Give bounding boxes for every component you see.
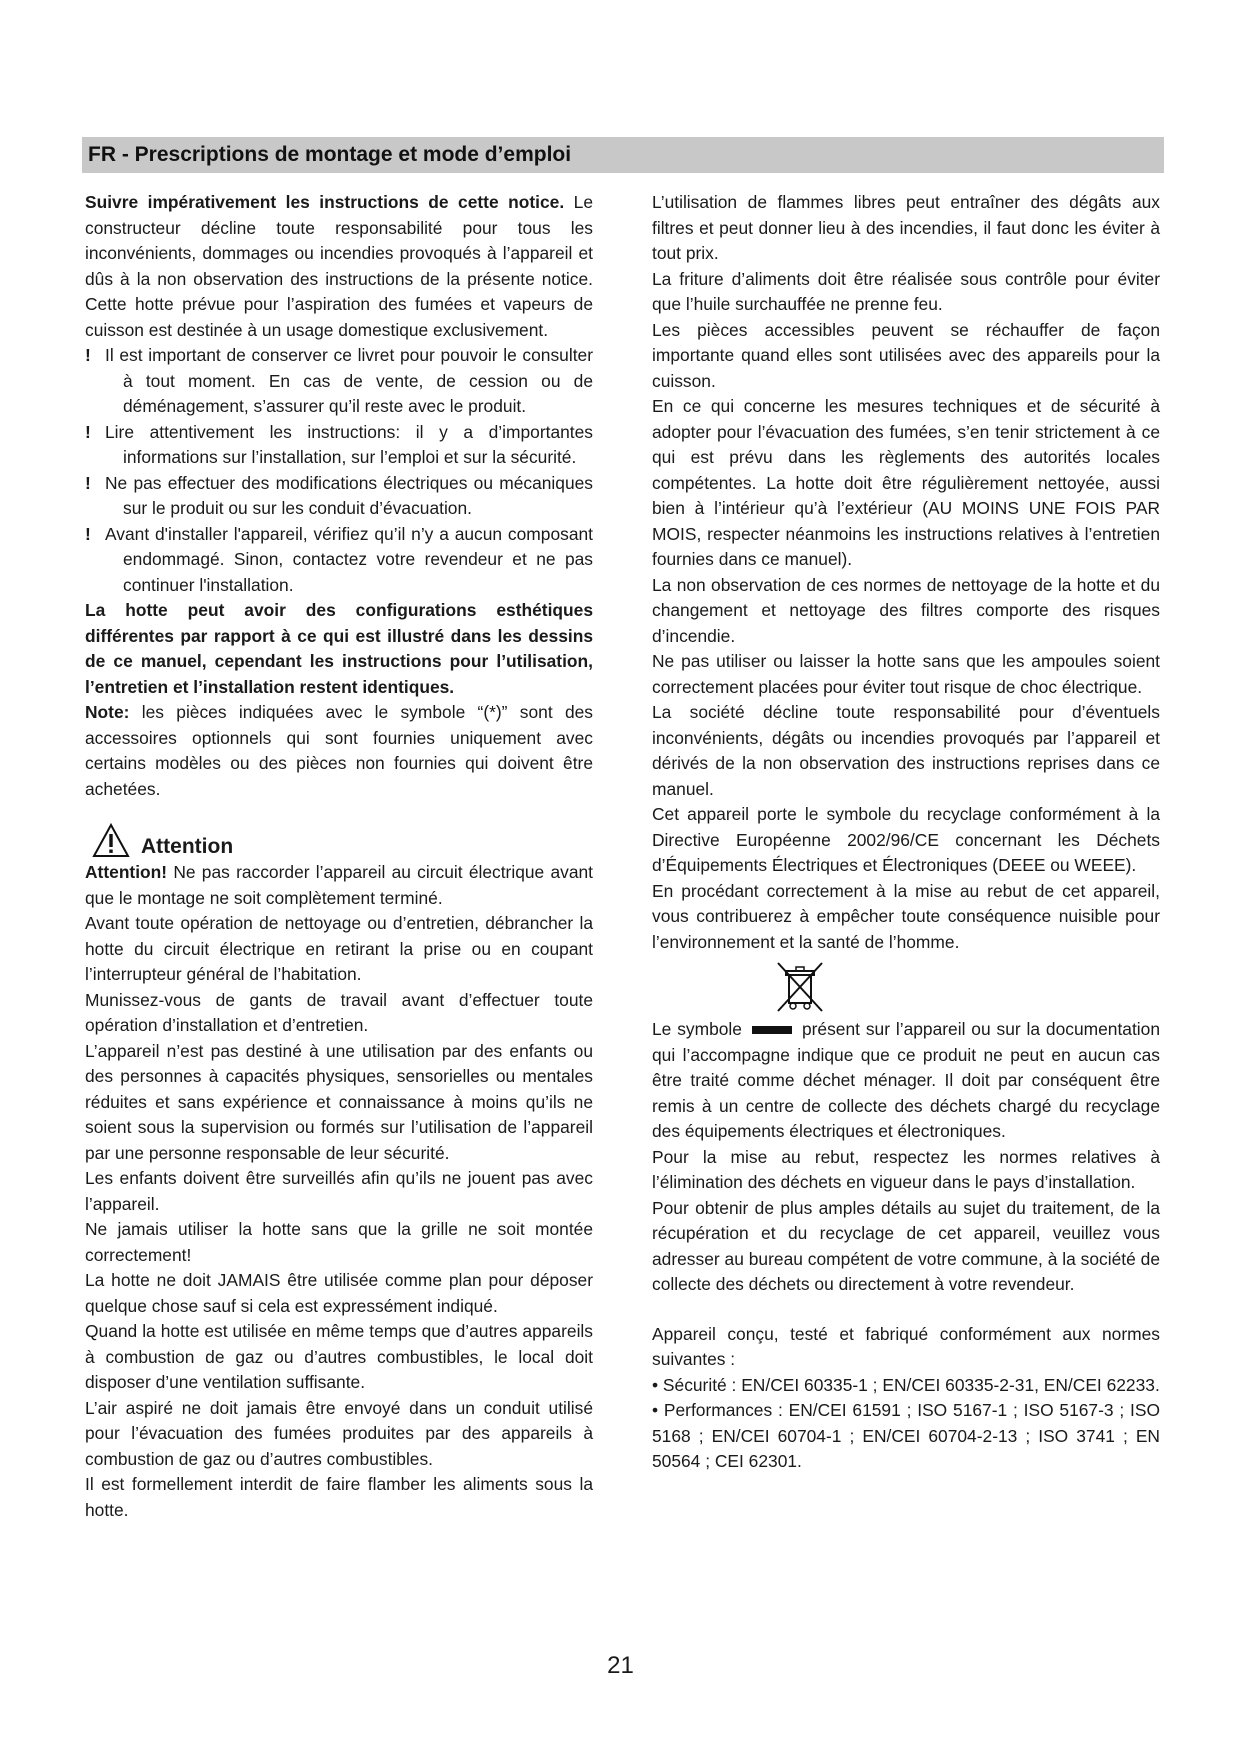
safety-paragraph: La hotte ne doit JAMAIS être utilisée comme plan pour déposer quelque chose sauf si cela est expressément indiqué. [85,1270,593,1316]
attention-label: Attention! [85,862,168,882]
crossed-bin-icon [772,959,828,1015]
safety-paragraph: L’utilisation de flammes libres peut entraîner des dégâts aux filtres et peut donner lieu à des incendies, il faut donc les éviter à tout prix. [652,192,1160,263]
attention-heading [85,816,593,860]
safety-paragraph: Quand la hotte est utilisée en même temps que d’autres appareils à combustion de gaz ou d’autres combustibles, le local doit disposer d’une ventilation suffisante. [85,1321,593,1392]
page-number: 21 [607,1652,634,1679]
weee-symbol [652,959,1160,1017]
left-column [85,190,593,1523]
disposal-paragraph: Pour obtenir de plus amples détails au sujet du traitement, de la récupération et du recyclage de cet appareil, veuillez vous adresser au bureau compétent de votre commune, à la société de collecte des déchets ou directement à votre revendeur. [652,1197,1160,1294]
norms-item: • Performances : EN/CEI 61591 ; ISO 5167-1 ; ISO 5167-3 ; ISO 5168 ; EN/CEI 60704-1 ; EN/CEI 60704-2-13 ; ISO 3741 ; EN 50564 ; CEI 62301. [652,1400,1160,1471]
intro-paragraph [85,190,593,343]
bullet-text: Il est important de conserver ce livret pour pouvoir le consulter à tout moment. En cas de vente, de cession ou de déménagement, s’assurer qu’il reste avec le produit. [105,345,593,416]
warning-bullet [85,343,593,420]
section-header [82,137,1164,173]
recycling-paragraph: Cet appareil porte le symbole du recyclage conformément à la Directive Européenne 2002/96/CE concernant les Déchets d’Équipements Électriques et Électroniques (DEEE ou WEEE). [652,804,1160,875]
safety-paragraph: L’appareil n’est pas destiné à une utilisation par des enfants ou des personnes à capacités physiques, sensorielles ou mentales réduites et sans expérience et connaissance à moins qu’ils ne soient sous la supervision ou formés sur l’utilisation de l’appareil par une personne responsable de leur sécurité. [85,1040,593,1163]
page-title: FR - Prescriptions de montage et mode d’emploi [88,143,572,166]
symbol-paragraph [652,1017,1160,1145]
warning-triangle-icon [91,822,131,860]
intro-bold: Suivre impérativement les instructions de cette notice. [85,192,565,212]
bullet-text: Lire attentivement les instructions: il y a d’importantes informations sur l’installation, sur l’emploi et sur la sécurité. [105,421,593,467]
attention-title: Attention [141,835,234,858]
safety-paragraph: La société décline toute responsabilité pour d’éventuels inconvénients, dégâts ou incendies provoqués par l’appareil et dérivés de la non observation des instructions reprises dans ce manuel. [652,702,1160,799]
note-paragraph [85,700,593,802]
right-column [652,190,1160,1475]
safety-paragraph: Avant toute opération de nettoyage ou d’entretien, débrancher la hotte du circuit électrique en retirant la prise ou en coupant l’interrupteur général de l’habitation. [85,913,593,984]
symbol-text-end: présent sur l’appareil ou sur la documentation qui l’accompagne indique que ce produit ne peut en aucun cas être traité comme déchet ménager. Il doit par conséquent être remis à un centre de collecte des déchets chargé du recyclage des équipements électriques et électroniques. [652,1019,1160,1141]
attention-paragraph [85,860,593,911]
norms-item: • Sécurité : EN/CEI 60335-1 ; EN/CEI 60335-2-31, EN/CEI 62233. [652,1374,1160,1395]
symbol-text-start: Le symbole [652,1019,742,1039]
safety-paragraph: Les pièces accessibles peuvent se réchauffer de façon importante quand elles sont utilisées avec des appareils pour la cuisson. [652,319,1160,391]
weee-bar-icon [752,1026,792,1034]
disposal-paragraph: Pour la mise au rebut, respectez les normes relatives à l’élimination des déchets en vigueur dans le pays d’installation. [652,1146,1160,1192]
bullet-mark: ! [85,523,91,544]
norms-intro: Appareil conçu, testé et fabriqué conformément aux normes suivantes : [652,1323,1160,1369]
safety-paragraph: Les enfants doivent être surveillés afin qu’ils ne jouent pas avec l’appareil. [85,1168,593,1214]
safety-paragraph: En ce qui concerne les mesures techniques et de sécurité à adopter pour l’évacuation des fumées, s’en tenir strictement à ce qui est prévu dans les règlements des autorités locales compétentes. La hotte doit être régulièrement nettoyée, aussi bien à l’intérieur qu’à l’extérieur (AU MOINS UNE FOIS PAR MOIS, respecter néanmoins les instructions relatives à l’entretien fournies dans ce manuel). [652,396,1160,569]
safety-paragraph: Il est formellement interdit de faire flamber les aliments sous la hotte. [85,1474,593,1520]
bullet-text: Avant d'installer l'appareil, vérifiez qu’il n’y a aucun composant endommagé. Sinon, contactez votre revendeur et ne pas continuer l'installation. [105,523,593,595]
bullet-mark: ! [85,421,91,442]
safety-paragraph: L’air aspiré ne doit jamais être envoyé dans un conduit utilisé pour l’évacuation des fumées produites par des appareils à combustion de gaz ou d’autres combustibles. [85,1397,593,1469]
safety-paragraph: Ne jamais utiliser la hotte sans que la grille ne soit montée correctement! [85,1219,593,1265]
safety-paragraph: La friture d’aliments doit être réalisée sous contrôle pour éviter que l’huile surchauffée ne prenne feu. [652,268,1160,314]
intro-text: Le constructeur décline toute responsabilité pour tous les inconvénients, dommages ou incendies provoqués à l’appareil et dûs à la non observation des instructions de la présente notice. Cette hotte prévue pour l’aspiration des fumées et vapeurs de cuisson est destinée à un usage domestique exclusivement. [85,192,593,340]
note-label: Note: [85,702,130,722]
bullet-mark: ! [85,472,91,493]
warning-bullet [85,471,593,522]
config-notice: La hotte peut avoir des configurations esthétiques différentes par rapport à ce qui est illustré dans les dessins de ce manuel, cependant les instructions pour l’utilisation, l’entretien et l’installation restent identiques. [85,600,593,697]
recycling-paragraph: En procédant correctement à la mise au rebut de cet appareil, vous contribuerez à empêcher toute conséquence nuisible pour l’environnement et la santé de l’homme. [652,880,1160,952]
warning-bullet [85,420,593,471]
note-text: les pièces indiquées avec le symbole “(*)” sont des accessoires optionnels qui sont fournies uniquement avec certains modèles ou des pièces non fournies qui doivent être achetées. [85,702,593,799]
safety-paragraph: Munissez-vous de gants de travail avant d’effectuer toute opération d’installation et d’entretien. [85,989,593,1035]
safety-paragraph: La non observation de ces normes de nettoyage de la hotte et du changement et nettoyage des filtres comporte des risques d’incendie. [652,574,1160,646]
attention-text: Ne pas raccorder l’appareil au circuit électrique avant que le montage ne soit complètement terminé. [85,862,593,908]
spacer [652,1298,1160,1322]
bullet-text: Ne pas effectuer des modifications électriques ou mécaniques sur le produit ou sur les conduit d’évacuation. [105,472,593,518]
safety-paragraph: Ne pas utiliser ou laisser la hotte sans que les ampoules soient correctement placées pour éviter tout risque de choc électrique. [652,651,1160,697]
bullet-mark: ! [85,345,91,365]
warning-bullet [85,522,593,599]
